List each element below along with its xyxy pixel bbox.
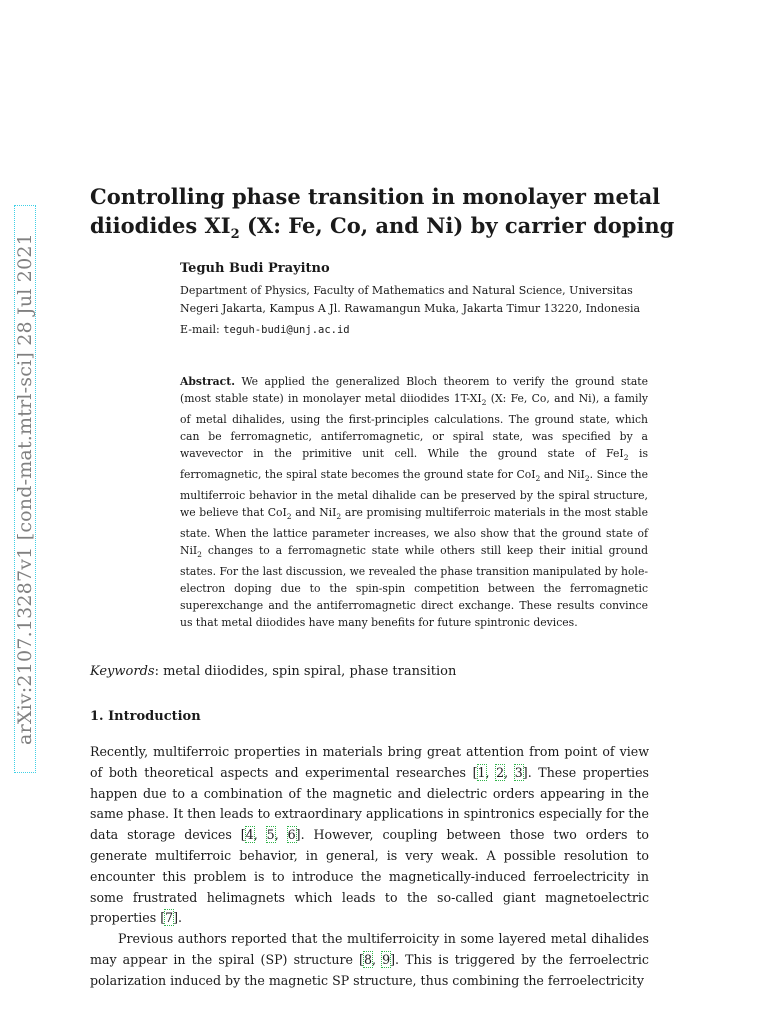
abstract-text: are promising multiferroic materials in the most stable state. When the lattice parameter increases, we also show that the ground state of NiI xyxy=(180,505,648,557)
citation-separator: , xyxy=(485,764,497,780)
abstract-label: Abstract. xyxy=(180,375,235,388)
abstract-text: is ferromagnetic, the spiral state becomes the ground state for CoI xyxy=(180,446,648,481)
citation-link[interactable]: 7 xyxy=(165,910,174,926)
citation-link[interactable]: 5 xyxy=(266,827,275,843)
paragraph-text: ]. This is triggered by the ferroelectric polarization induced by the magnetic SP structure, thus combining the ferroelectricity xyxy=(90,951,649,988)
section-heading-introduction: 1. Introduction xyxy=(90,709,201,724)
paragraph xyxy=(90,742,649,929)
title-subscript: 2 xyxy=(230,227,240,243)
author-name: Teguh Budi Prayitno xyxy=(180,261,330,276)
subscript: 2 xyxy=(286,511,292,521)
keywords-label: Keywords xyxy=(90,664,155,679)
arxiv-identifier: arXiv:2107.13287v1 [cond-mat.mtrl-sci] 28 Jul 2021 xyxy=(14,233,36,745)
citation-link[interactable]: 1 xyxy=(477,764,486,780)
citation-separator: , xyxy=(253,827,267,843)
abstract-text: and NiI xyxy=(291,505,337,519)
title-part-1: Controlling phase transition in monolayer metal diiodides XI xyxy=(90,184,661,238)
paragraph-text: ]. These properties happen due to a combination of the magnetic and dielectric orders appearing in the same phase. It then leads to extraordinary applications in spintronics especially for the data storage devices [ xyxy=(90,764,649,843)
paragraph-text: ]. xyxy=(173,910,183,926)
citation-link[interactable]: 9 xyxy=(382,951,391,967)
author-affiliation: Department of Physics, Faculty of Mathematics and Natural Science, Universitas Negeri Jakarta, Kampus A Jl. Rawamangun Muka, Jakarta Timur 13220, Indonesia xyxy=(180,284,641,315)
abstract-text: We applied the generalized Bloch theorem to verify the ground state (most stable state) in monolayer metal diiodides 1T-XI xyxy=(180,375,648,405)
citation-link[interactable]: 4 xyxy=(245,827,254,843)
abstract-text: . Since the multiferroic behavior in the metal dihalide can be preserved by the spiral structure, we believe that CoI xyxy=(180,467,648,519)
keywords-text: : metal diiodides, spin spiral, phase transition xyxy=(154,664,457,679)
abstract xyxy=(180,374,648,631)
subscript: 2 xyxy=(197,549,202,559)
abstract-text: (X: Fe, Co, and Ni), a family of metal dihalides, using the first-principles calculations. The ground state, which can be ferromagnetic, antiferromagnetic, or spiral state, was specified by a wavevector in the primitive unit cell. While the ground state of FeI xyxy=(180,391,648,460)
paragraph-text: Previous authors reported that the multiferroicity in some layered metal dihalides may appear in the spiral (SP) structure [ xyxy=(90,931,649,967)
arxiv-identifier-box xyxy=(14,205,36,773)
abstract-text: and NiI xyxy=(540,467,585,481)
paragraph xyxy=(90,929,649,991)
subscript: 2 xyxy=(336,511,342,521)
subscript: 2 xyxy=(535,474,541,483)
abstract-text: changes to a ferromagnetic state while others still keep their initial ground states. For the last discussion, we revealed the phase transition manipulated by hole-electron doping due to the spin-spin competition between the ferromagnetic superexchange and the antiferromagnetic direct exchange. These results convince us that metal diiodides have many benefits for future spintronic devices. xyxy=(180,543,648,629)
keywords xyxy=(90,664,456,679)
citation-link[interactable]: 8 xyxy=(363,951,372,967)
citation-separator: , xyxy=(274,827,288,843)
title-part-2: (X: Fe, Co, and Ni) by carrier doping xyxy=(239,213,675,238)
email-label: E-mail: xyxy=(180,323,224,336)
subscript: 2 xyxy=(481,398,487,408)
subscript: 2 xyxy=(584,474,590,483)
citation-separator: , xyxy=(371,951,383,967)
paragraph-text: ]. However, coupling between those two orders to generate multiferroic behavior, in general, is very weak. A possible resolution to encounter this problem is to introduce the magnetically-induced ferroelectricity in some frustrated helimagnets which leads to the so-called giant magnetoelectric properties [ xyxy=(90,827,650,926)
introduction-body xyxy=(90,742,649,992)
subscript: 2 xyxy=(623,452,629,462)
email-address: teguh-budi@unj.ac.id xyxy=(223,324,350,336)
paragraph-text: Recently, multiferroic properties in materials bring great attention from point of view of both theoretical aspects and experimental researches [ xyxy=(90,744,649,780)
citation-link[interactable]: 6 xyxy=(287,827,296,843)
citation-link[interactable]: 3 xyxy=(514,764,523,780)
citation-link[interactable]: 2 xyxy=(496,764,505,780)
citation-separator: , xyxy=(504,764,515,780)
paper-title xyxy=(90,182,690,249)
author-email xyxy=(180,323,350,336)
